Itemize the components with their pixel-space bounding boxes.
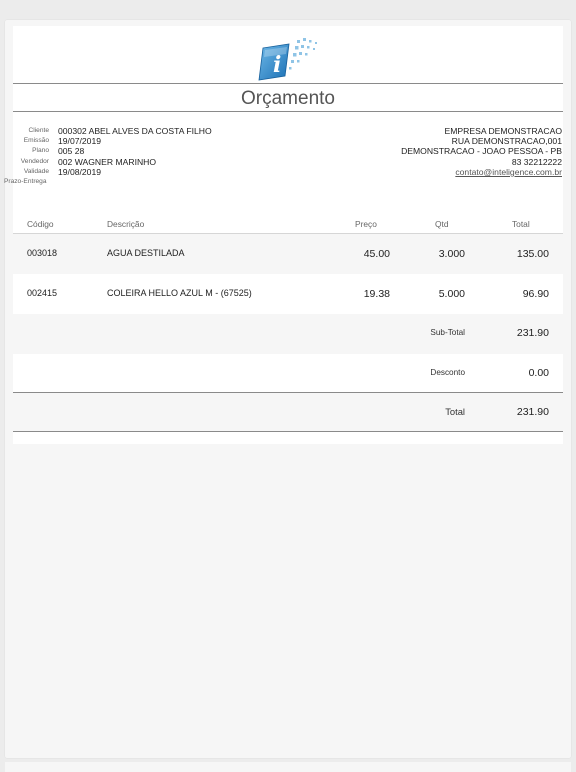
page-sheet: [5, 20, 571, 758]
budget-document: [4, 26, 563, 444]
column-header-code: Código: [27, 219, 54, 229]
row-description: COLEIRA HELLO AZUL M - (67525): [107, 288, 252, 298]
column-header-quantity: Qtd: [435, 219, 449, 229]
client-value: 000302 ABEL ALVES DA COSTA FILHO: [58, 126, 212, 136]
seller-value: 002 WAGNER MARINHO: [58, 156, 157, 167]
company-email-link[interactable]: contato@inteligence.com.br: [455, 166, 562, 177]
discount-label: Desconto: [430, 368, 465, 377]
total-divider-bottom: [13, 431, 563, 432]
row-code: 002415: [27, 288, 58, 298]
validity-row: [13, 167, 212, 177]
subtotal-label: Sub-Total: [430, 328, 465, 337]
client-info: [4, 126, 212, 187]
column-header-price: Preço: [355, 219, 377, 229]
page-title: Orçamento: [241, 88, 335, 109]
next-page-edge: [5, 762, 571, 772]
client-row: [13, 126, 212, 136]
row-description: AGUA DESTILADA: [107, 248, 185, 258]
validity-value: 19/08/2019: [58, 166, 102, 177]
plan-value: 005 28: [58, 146, 85, 157]
row-price: 19.38: [363, 288, 390, 300]
header-divider-bottom: [13, 111, 563, 112]
total-label: Total: [445, 406, 465, 417]
validity-label: Validade: [23, 167, 49, 175]
row-price: 45.00: [363, 248, 390, 260]
client-label: Cliente: [28, 127, 49, 134]
issue-date-row: [13, 136, 212, 146]
row-total: 135.00: [516, 248, 549, 260]
row-quantity: 3.000: [438, 248, 465, 260]
discount-value: 0.00: [528, 367, 549, 379]
column-header-total: Total: [512, 219, 530, 229]
company-logo-icon: [257, 36, 323, 82]
plan-row: [13, 146, 212, 156]
column-header-description: Descrição: [107, 219, 145, 229]
company-phone: 83 32212222: [511, 156, 562, 167]
issue-date-label: Emissão: [23, 137, 49, 145]
seller-label: Vendedor: [20, 157, 49, 165]
company-city: DEMONSTRACAO - JOAO PESSOA - PB: [401, 146, 562, 157]
issue-date-value: 19/07/2019: [58, 136, 102, 147]
total-value: 231.90: [516, 406, 549, 418]
row-total: 96.90: [522, 288, 549, 300]
subtotal-value: 231.90: [516, 327, 549, 339]
delivery-label: Prazo-Entrega: [4, 177, 47, 185]
delivery-row: [4, 177, 212, 187]
company-name: EMPRESA DEMONSTRACAO: [444, 126, 562, 136]
row-quantity: 5.000: [438, 288, 465, 300]
header-divider-top: [13, 83, 563, 84]
svg-text:i: i: [273, 52, 282, 78]
company-address: RUA DEMONSTRACAO,001: [451, 136, 562, 147]
plan-label: Plano: [32, 147, 49, 155]
seller-row: [13, 157, 212, 167]
row-code: 003018: [27, 248, 58, 258]
company-info: [401, 126, 562, 177]
